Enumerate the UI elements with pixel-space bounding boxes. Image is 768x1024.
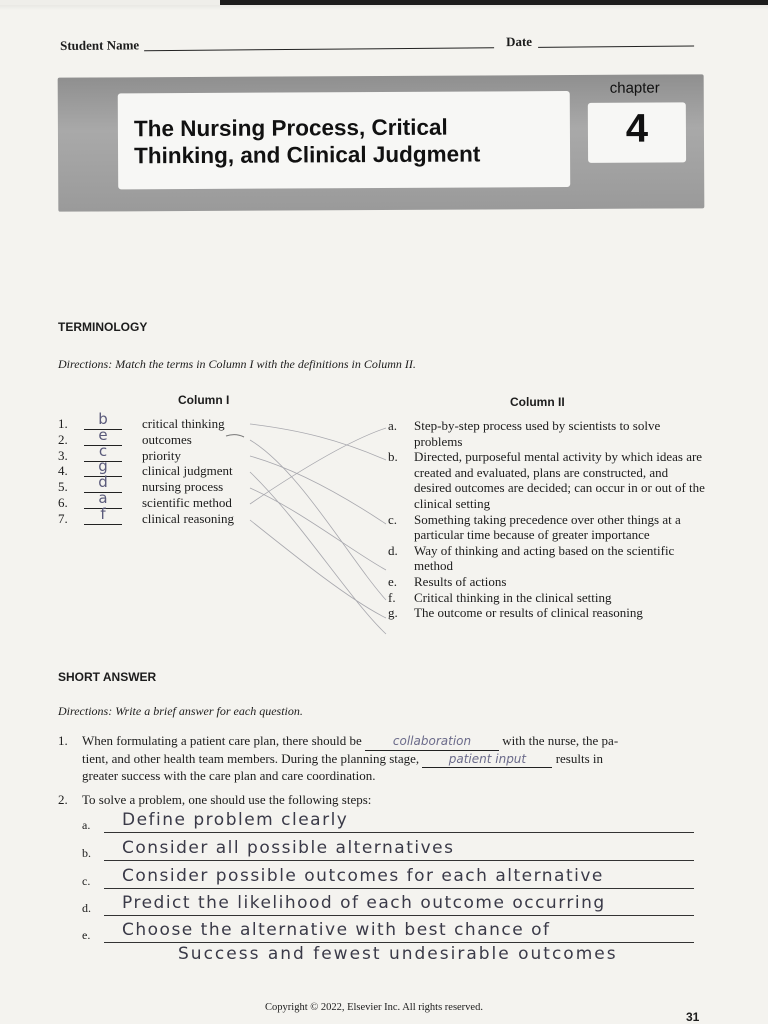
term-number: 4. [58,463,68,479]
short-answer-heading: SHORT ANSWER [58,670,157,684]
student-name-label: Student Name [60,37,140,53]
definition-text: Step-by-step process used by scientists to solve problems [414,418,661,449]
definition-text: Results of actions [414,573,507,589]
copyright-notice: Copyright © 2022, Elsevier Inc. All rights reserved. [265,1002,483,1013]
step-letter: d. [82,901,91,915]
definition-letter: b. [388,449,398,465]
handwritten-answer: Consider all possible alternatives [122,838,455,858]
step-letter: b. [82,846,91,860]
term-number: 3. [58,447,68,463]
answer-line[interactable] [104,942,694,943]
answer-line[interactable] [104,888,694,889]
term-number: 5. [58,479,68,495]
step-b [82,840,702,862]
answer-line[interactable] [104,832,694,833]
step-a [82,812,702,834]
handwritten-answer: Choose the alternative with best chance of [122,920,551,940]
answer-line[interactable] [104,860,694,861]
definition-text: Way of thinking and acting based on the scientific method [414,542,675,574]
q1-blank-1[interactable]: collaboration [365,734,499,751]
terminology-heading: TERMINOLOGY [58,320,148,334]
chapter-title-line1: The Nursing Process, Critical [133,114,448,142]
handwritten-answer: g [98,457,108,476]
definition-text: Directed, purposeful mental activity by which ideas are created and evaluated, plans are constructed, and desired outcomes are decided; can occur in or out of the clinical setting [414,449,705,511]
q1-text-a: When formulating a patient care plan, there should be [82,733,362,748]
date-label: Date [505,33,533,50]
chapter-title-line2: Thinking, and Clinical Judgment [133,141,481,169]
column1-heading: Column I [178,393,230,407]
step-d [82,895,702,917]
definition-letter: a. [388,418,398,433]
handwritten-answer: f [100,504,106,523]
definition-letter: d. [388,542,398,558]
column2-heading: Column II [510,395,565,409]
handwritten-answer: e [98,425,108,444]
q1-text-b: with the nurse, the pa- [502,733,619,748]
handwritten-answer: b [98,410,108,428]
handwritten-answer: Predict the likelihood of each outcome occurring [122,893,606,913]
question-number: 2. [58,792,68,807]
term-text: critical thinking [142,416,225,431]
question-number: 1. [58,733,68,748]
chapter-label: chapter [609,79,660,97]
definition-letter: e. [388,573,398,589]
q1-text-e: greater success with the care plan and care coordination. [82,768,376,783]
step-letter: c. [82,874,91,888]
q1-text-d: results in [555,750,603,766]
handwritten-answer: Define problem clearly [122,810,349,830]
definition-letter: g. [388,605,398,621]
short-answer-directions: Directions: Write a brief answer for each question. [58,704,303,718]
term-number: 1. [58,416,68,431]
definition-letter: c. [388,511,398,527]
step-letter: a. [82,818,91,832]
chapter-number: 4 [625,106,649,151]
term-text: scientific method [142,494,232,510]
term-text: clinical judgment [142,463,233,479]
handwritten-answer-continuation: Success and fewest undesirable outcomes [178,944,618,964]
definition-text: Critical thinking in the clinical setting [414,589,612,605]
step-c [82,868,702,890]
term-text: nursing process [142,479,224,495]
step-e [82,922,702,944]
handwritten-answer: a [98,488,108,507]
terminology-directions: Directions: Match the terms in Column I with the definitions in Column II. [58,357,416,371]
definition-text: Something taking precedence over other things at a particular time because of greater importance [414,511,681,543]
answer-line[interactable] [104,915,694,916]
term-number: 6. [58,494,68,510]
term-text: clinical reasoning [142,510,235,526]
handwritten-answer: Consider possible outcomes for each alternative [122,866,604,886]
q2-text: To solve a problem, one should use the following steps: [82,792,372,807]
definition-letter: f. [388,589,396,605]
handwritten-answer: d [98,473,108,492]
definition-text: The outcome or results of clinical reasoning [414,605,643,621]
page-number: 31 [686,1010,700,1024]
step-letter: e. [82,928,91,942]
term-text: outcomes [142,431,192,447]
q1-text-c: tient, and other health team members. During the planning stage, [82,750,420,766]
q1-blank-2[interactable]: patient input [422,752,552,769]
handwritten-answer: c [98,441,108,460]
term-number: 2. [58,431,68,447]
term-number: 7. [58,510,68,526]
term-text: priority [142,447,181,463]
